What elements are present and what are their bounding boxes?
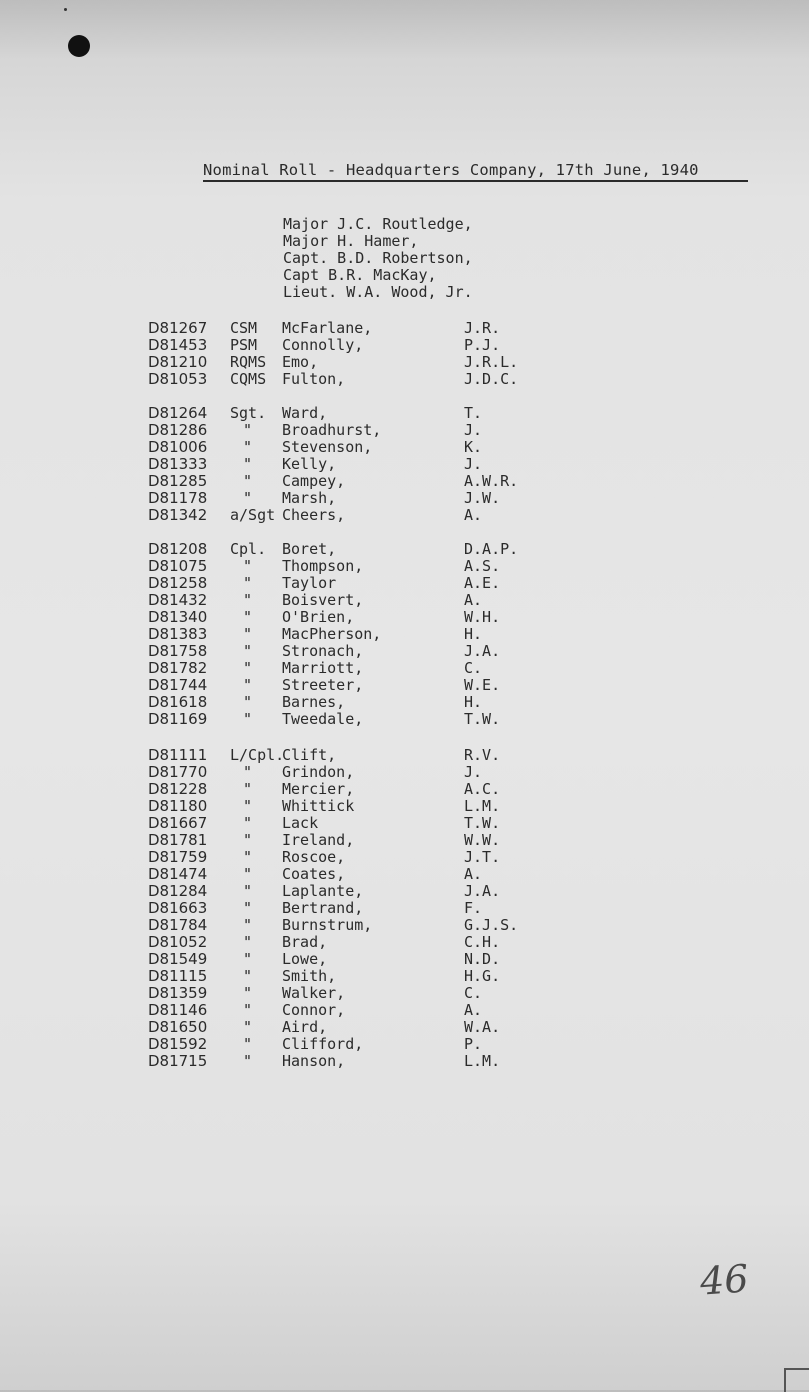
rank: " — [243, 831, 253, 849]
service-number: D81075 — [148, 557, 208, 575]
initials: W.H. — [464, 608, 501, 626]
initials: R.V. — [464, 746, 501, 764]
initials: F. — [464, 899, 483, 917]
roll-row — [0, 815, 809, 832]
officer-line: Capt. B.D. Robertson, — [283, 249, 473, 267]
initials: W.E. — [464, 676, 501, 694]
roll-row — [0, 439, 809, 456]
surname: McFarlane, — [282, 319, 373, 337]
service-number: D81781 — [148, 831, 208, 849]
surname: Walker, — [282, 984, 346, 1002]
roll-row — [0, 866, 809, 883]
service-number: D81770 — [148, 763, 208, 781]
roll-row — [0, 711, 809, 728]
roll-row — [0, 405, 809, 422]
roll-row — [0, 781, 809, 798]
initials: T. — [464, 404, 483, 422]
roll-row — [0, 541, 809, 558]
rank: " — [243, 710, 253, 728]
roll-row — [0, 951, 809, 968]
rank: " — [243, 1035, 253, 1053]
rank: " — [243, 814, 253, 832]
rank: " — [243, 865, 253, 883]
surname: Tweedale, — [282, 710, 364, 728]
initials: P. — [464, 1035, 483, 1053]
service-number: D81744 — [148, 676, 208, 694]
surname: Burnstrum, — [282, 916, 373, 934]
service-number: D81592 — [148, 1035, 208, 1053]
roll-row — [0, 1019, 809, 1036]
roll-row — [0, 422, 809, 439]
rank: " — [243, 642, 253, 660]
roll-row — [0, 677, 809, 694]
surname: Stronach, — [282, 642, 364, 660]
service-number: D81006 — [148, 438, 208, 456]
rank: " — [243, 882, 253, 900]
initials: J.W. — [464, 489, 501, 507]
roll-section — [0, 320, 809, 388]
initials: A.E. — [464, 574, 501, 592]
service-number: D81549 — [148, 950, 208, 968]
roll-row — [0, 832, 809, 849]
surname: Kelly, — [282, 455, 337, 473]
roll-row — [0, 747, 809, 764]
initials: J.T. — [464, 848, 501, 866]
roll-row — [0, 626, 809, 643]
surname: Fulton, — [282, 370, 346, 388]
rank: " — [243, 984, 253, 1002]
rank: " — [243, 1018, 253, 1036]
rank: L/Cpl. — [230, 746, 285, 764]
roll-row — [0, 660, 809, 677]
service-number: D81784 — [148, 916, 208, 934]
rank: " — [243, 608, 253, 626]
service-number: D81618 — [148, 693, 208, 711]
initials: C. — [464, 659, 483, 677]
officer-line: Major J.C. Routledge, — [283, 215, 473, 233]
roll-row — [0, 694, 809, 711]
service-number: D81111 — [148, 746, 208, 764]
rank: " — [243, 797, 253, 815]
service-number: D81333 — [148, 455, 208, 473]
surname: Stevenson, — [282, 438, 373, 456]
roll-row — [0, 764, 809, 781]
roll-row — [0, 337, 809, 354]
rank: " — [243, 848, 253, 866]
handwritten-page-number: 46 — [698, 1256, 750, 1304]
surname: Ireland, — [282, 831, 355, 849]
roll-row — [0, 456, 809, 473]
roll-section — [0, 541, 809, 728]
roll-row — [0, 985, 809, 1002]
service-number: D81115 — [148, 967, 208, 985]
roll-row — [0, 592, 809, 609]
rank: " — [243, 421, 253, 439]
service-number: D81285 — [148, 472, 208, 490]
officer-line: Major H. Hamer, — [283, 232, 419, 250]
initials: H.G. — [464, 967, 501, 985]
initials: J.A. — [464, 642, 501, 660]
rank: " — [243, 574, 253, 592]
surname: Campey, — [282, 472, 346, 490]
surname: Whittick — [282, 797, 355, 815]
rank: Cpl. — [230, 540, 267, 558]
service-number: D81180 — [148, 797, 208, 815]
rank: RQMS — [230, 353, 267, 371]
service-number: D81759 — [148, 848, 208, 866]
initials: H. — [464, 693, 483, 711]
service-number: D81208 — [148, 540, 208, 558]
rank: " — [243, 950, 253, 968]
service-number: D81782 — [148, 659, 208, 677]
roll-row — [0, 371, 809, 388]
roll-row — [0, 1053, 809, 1070]
surname: Taylor — [282, 574, 337, 592]
rank: " — [243, 1001, 253, 1019]
initials: A. — [464, 591, 483, 609]
service-number: D81383 — [148, 625, 208, 643]
surname: Smith, — [282, 967, 337, 985]
initials: J.R.L. — [464, 353, 519, 371]
surname: Connolly, — [282, 336, 364, 354]
service-number: D81359 — [148, 984, 208, 1002]
initials: L.M. — [464, 1052, 501, 1070]
initials: J.A. — [464, 882, 501, 900]
initials: D.A.P. — [464, 540, 519, 558]
rank: " — [243, 693, 253, 711]
surname: Coates, — [282, 865, 346, 883]
initials: A. — [464, 865, 483, 883]
service-number: D81178 — [148, 489, 208, 507]
rank: " — [243, 489, 253, 507]
service-number: D81264 — [148, 404, 208, 422]
service-number: D81169 — [148, 710, 208, 728]
roll-row — [0, 1002, 809, 1019]
surname: Clifford, — [282, 1035, 364, 1053]
initials: A.W.R. — [464, 472, 519, 490]
rank: " — [243, 455, 253, 473]
initials: K. — [464, 438, 483, 456]
rank: CQMS — [230, 370, 267, 388]
surname: Aird, — [282, 1018, 328, 1036]
service-number: D81650 — [148, 1018, 208, 1036]
rank: " — [243, 676, 253, 694]
roll-row — [0, 917, 809, 934]
roll-row — [0, 609, 809, 626]
roll-row — [0, 849, 809, 866]
initials: A. — [464, 1001, 483, 1019]
officer-line: Capt B.R. MacKay, — [283, 266, 437, 284]
surname: Streeter, — [282, 676, 364, 694]
surname: Lack — [282, 814, 319, 832]
surname: Hanson, — [282, 1052, 346, 1070]
surname: Clift, — [282, 746, 337, 764]
surname: Ward, — [282, 404, 328, 422]
service-number: D81052 — [148, 933, 208, 951]
surname: MacPherson, — [282, 625, 382, 643]
service-number: D81474 — [148, 865, 208, 883]
service-number: D81758 — [148, 642, 208, 660]
roll-row — [0, 798, 809, 815]
roll-section — [0, 405, 809, 524]
rank: PSM — [230, 336, 258, 354]
surname: O'Brien, — [282, 608, 355, 626]
roll-row — [0, 473, 809, 490]
rank: " — [243, 899, 253, 917]
surname: Broadhurst, — [282, 421, 382, 439]
initials: L.M. — [464, 797, 501, 815]
rank: " — [243, 933, 253, 951]
surname: Laplante, — [282, 882, 364, 900]
service-number: D81267 — [148, 319, 208, 337]
roll-row — [0, 320, 809, 337]
service-number: D81146 — [148, 1001, 208, 1019]
rank: " — [243, 557, 253, 575]
surname: Grindon, — [282, 763, 355, 781]
service-number: D81432 — [148, 591, 208, 609]
officer-line: Lieut. W.A. Wood, Jr. — [283, 283, 473, 301]
roll-row — [0, 575, 809, 592]
rank: Sgt. — [230, 404, 267, 422]
roll-row — [0, 558, 809, 575]
service-number: D81258 — [148, 574, 208, 592]
service-number: D81340 — [148, 608, 208, 626]
service-number: D81667 — [148, 814, 208, 832]
rank: " — [243, 659, 253, 677]
initials: N.D. — [464, 950, 501, 968]
service-number: D81053 — [148, 370, 208, 388]
surname: Thompson, — [282, 557, 364, 575]
service-number: D81284 — [148, 882, 208, 900]
service-number: D81286 — [148, 421, 208, 439]
initials: J. — [464, 763, 483, 781]
initials: T.W. — [464, 814, 501, 832]
rank: " — [243, 1052, 253, 1070]
service-number: D81210 — [148, 353, 208, 371]
initials: J. — [464, 455, 483, 473]
initials: C. — [464, 984, 483, 1002]
surname: Boisvert, — [282, 591, 364, 609]
surname: Marsh, — [282, 489, 337, 507]
page-title: Nominal Roll - Headquarters Company, 17th June, 1940 — [203, 162, 748, 182]
rank: " — [243, 763, 253, 781]
corner-mark — [784, 1368, 809, 1392]
surname: Boret, — [282, 540, 337, 558]
rank: " — [243, 625, 253, 643]
service-number: D81663 — [148, 899, 208, 917]
roll-section — [0, 747, 809, 1070]
initials: W.A. — [464, 1018, 501, 1036]
roll-row — [0, 900, 809, 917]
roll-row — [0, 883, 809, 900]
initials: W.W. — [464, 831, 501, 849]
roll-row — [0, 1036, 809, 1053]
surname: Brad, — [282, 933, 328, 951]
initials: G.J.S. — [464, 916, 519, 934]
rank: " — [243, 472, 253, 490]
surname: Lowe, — [282, 950, 328, 968]
rank: " — [243, 591, 253, 609]
surname: Cheers, — [282, 506, 346, 524]
surname: Marriott, — [282, 659, 364, 677]
rank: a/Sgt — [230, 506, 276, 524]
roll-row — [0, 968, 809, 985]
surname: Barnes, — [282, 693, 346, 711]
initials: A.C. — [464, 780, 501, 798]
rank: " — [243, 438, 253, 456]
surname: Bertrand, — [282, 899, 364, 917]
initials: J. — [464, 421, 483, 439]
initials: J.D.C. — [464, 370, 519, 388]
roll-row — [0, 934, 809, 951]
initials: P.J. — [464, 336, 501, 354]
initials: C.H. — [464, 933, 501, 951]
rank: CSM — [230, 319, 258, 337]
service-number: D81715 — [148, 1052, 208, 1070]
surname: Mercier, — [282, 780, 355, 798]
rank: " — [243, 780, 253, 798]
roll-row — [0, 507, 809, 524]
service-number: D81453 — [148, 336, 208, 354]
roll-row — [0, 643, 809, 660]
surname: Roscoe, — [282, 848, 346, 866]
initials: A.S. — [464, 557, 501, 575]
surname: Connor, — [282, 1001, 346, 1019]
roll-row — [0, 354, 809, 371]
initials: H. — [464, 625, 483, 643]
initials: J.R. — [464, 319, 501, 337]
roll-row — [0, 490, 809, 507]
rank: " — [243, 967, 253, 985]
initials: T.W. — [464, 710, 501, 728]
service-number: D81342 — [148, 506, 208, 524]
rank: " — [243, 916, 253, 934]
surname: Emo, — [282, 353, 319, 371]
initials: A. — [464, 506, 483, 524]
service-number: D81228 — [148, 780, 208, 798]
